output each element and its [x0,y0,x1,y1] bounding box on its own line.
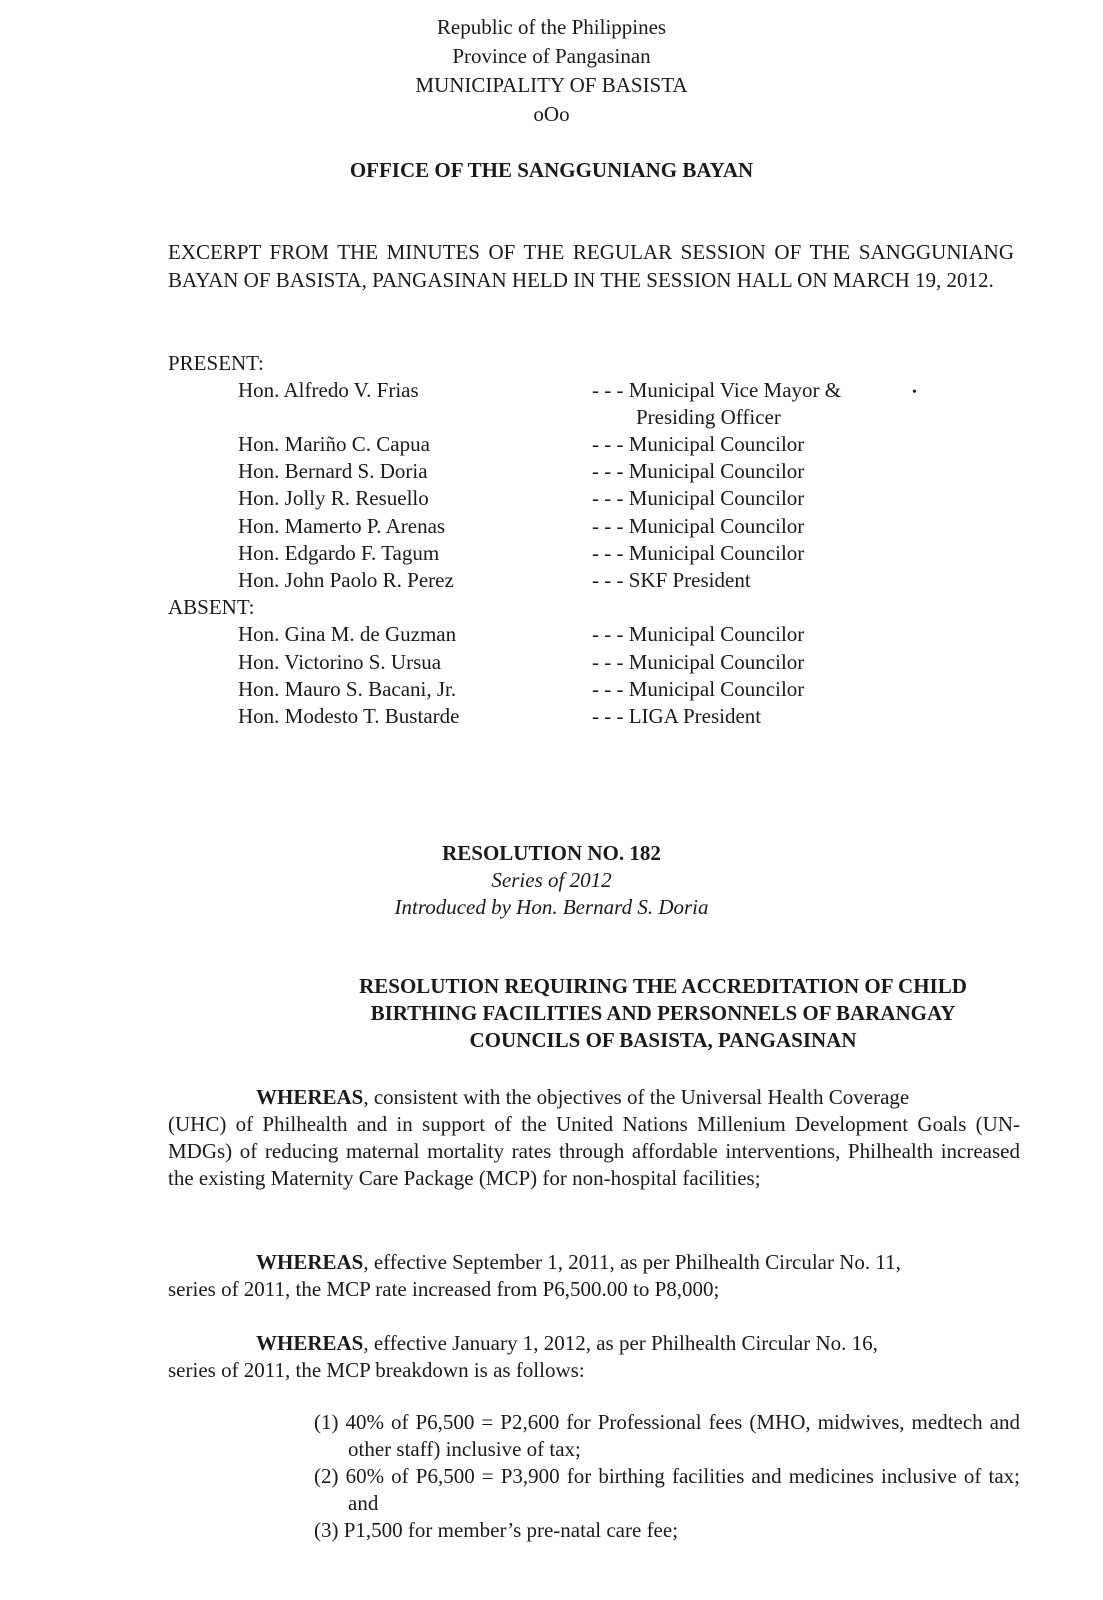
resolution-title-line: COUNCILS OF BASISTA, PANGASINAN [469,1028,857,1052]
absent-role: - - - Municipal Councilor [592,622,805,646]
present-name: Hon. Mamerto P. Arenas [238,514,446,538]
whereas-text: , effective January 1, 2012, as per Philhealth Circular No. 16, [363,1331,878,1355]
whereas-body: series of 2011, the MCP rate increased from P6,500.00 to P8,000; [168,1277,720,1301]
absent-role: - - - Municipal Councilor [592,677,805,701]
present-role: - - - Municipal Vice Mayor & [592,378,842,402]
excerpt-paragraph: EXCERPT FROM THE MINUTES OF THE REGULAR SESSION OF THE SANGGUNIANG BAYAN OF BASISTA, PANGASINAN HELD IN THE SESSION HALL ON MARCH 19, 2012. [168,240,1014,292]
whereas-text: , effective September 1, 2011, as per Philhealth Circular No. 11, [363,1250,901,1274]
breakdown-item: (1) 40% of P6,500 = P2,600 for Professional fees (MHO, midwives, medtech and other staff) inclusive of tax; [314,1410,1020,1461]
whereas-first-line [168,1084,1020,1111]
office-title: OFFICE OF THE SANGGUNIANG BAYAN [349,158,754,182]
resolution-number: RESOLUTION NO. 182 [442,841,661,865]
whereas-clause [168,1084,1020,1192]
present-role: - - - Municipal Councilor [592,514,805,538]
whereas-lead: WHEREAS [256,1331,364,1355]
whereas-first-line [168,1330,1020,1357]
breakdown-item: (3) P1,500 for member’s pre-natal care fee; [314,1518,679,1542]
present-label: PRESENT: [168,351,264,375]
whereas-lead: WHEREAS [256,1250,364,1274]
present-name: Hon. Mariño C. Capua [238,432,430,456]
present-name: Hon. Alfredo V. Frias [238,378,419,402]
resolution-introduced-by: Introduced by Hon. Bernard S. Doria [394,895,709,919]
whereas-text: , consistent with the objectives of the Universal Health Coverage [363,1085,910,1109]
present-role: - - - Municipal Councilor [592,541,805,565]
whereas-body: (UHC) of Philhealth and in support of the United Nations Millenium Development Goals (UN-MDGs) of reducing maternal mortality rates through affordable interventions, Philhealth increased the existing Maternity Care Package (MCP) for non-hospital facilities; [168,1112,1020,1190]
absent-name: Hon. Modesto T. Bustarde [238,704,460,728]
header-republic: Republic of the Philippines [436,15,667,39]
absent-role: - - - Municipal Councilor [592,650,805,674]
present-name: Hon. Bernard S. Doria [238,459,428,483]
absent-name: Hon. Victorino S. Ursua [238,650,442,674]
present-role: - - - Municipal Councilor [592,486,805,510]
stray-mark: • [912,385,917,400]
whereas-first-line [168,1249,1020,1276]
header-province: Province of Pangasinan [452,44,651,68]
header-municipality: MUNICIPALITY OF BASISTA [415,73,688,97]
absent-label: ABSENT: [168,595,255,619]
resolution-series: Series of 2012 [491,868,612,892]
whereas-body: series of 2011, the MCP breakdown is as follows: [168,1358,585,1382]
absent-role: - - - LIGA President [592,704,762,728]
resolution-title-line: BIRTHING FACILITIES AND PERSONNELS OF BARANGAY [370,1001,956,1025]
header-ornament: oOo [533,102,570,126]
resolution-title [300,973,1026,1054]
present-role: - - - Municipal Councilor [592,432,805,456]
present-role: - - - SKF President [592,568,751,592]
present-name: Hon. Jolly R. Resuello [238,486,429,510]
breakdown-item: (2) 60% of P6,500 = P3,900 for birthing facilities and medicines inclusive of tax; and [314,1464,1020,1515]
present-role-continued: Presiding Officer [636,405,781,429]
whereas-lead: WHEREAS [256,1085,364,1109]
present-name: Hon. John Paolo R. Perez [238,568,454,592]
present-role: - - - Municipal Councilor [592,459,805,483]
absent-name: Hon. Mauro S. Bacani, Jr. [238,677,457,701]
absent-name: Hon. Gina M. de Guzman [238,622,457,646]
whereas-clause [168,1249,1020,1303]
whereas-clause [168,1330,1020,1384]
resolution-title-line: RESOLUTION REQUIRING THE ACCREDITATION OF CHILD [359,974,967,998]
present-name: Hon. Edgardo F. Tagum [238,541,440,565]
